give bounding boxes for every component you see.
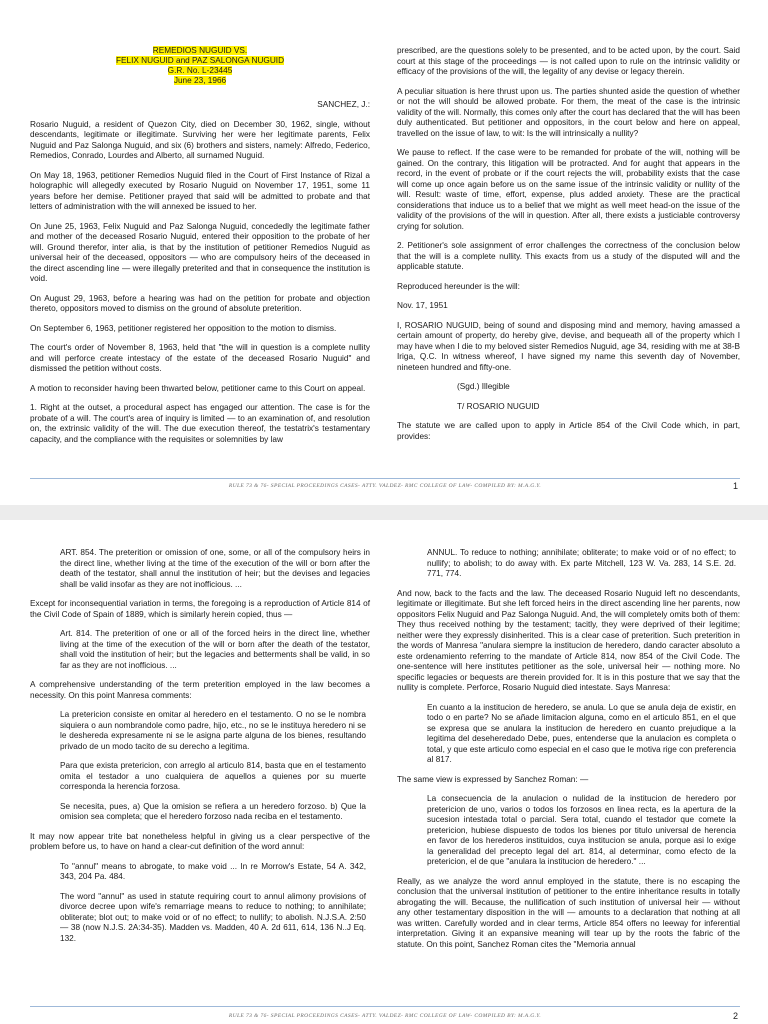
paragraph: The court's order of November 8, 1963, held that "the will in question is a complete nullity and will perforce create intestacy of the estate of the deceased Rosario Nuguid" and dismissed the petition without costs. [30,343,370,373]
case-title-line-1: REMEDIOS NUGUID VS. [152,46,248,55]
paragraph: On September 6, 1963, petitioner registered her opposition to the motion to dismiss. [30,323,337,333]
will-text: I, ROSARIO NUGUID, being of sound and disposing mind and memory, having amassed a certain amount of property, do hereby give, devise, and bequeath all of the property which I may have when I die to my beloved sister Remedios Nuguid, age 34, residing with me at 38-B Iriga, Q.C. In witness whereof, I have signed my name this seventh day of November, nineteen hundred and fifty-one. [397,320,740,372]
case-title-line-2: FELIX NUGUID and PAZ SALONGA NUGUID [115,56,285,65]
definition-quote: To "annul" means to abrogate, to make void ... In re Morrow's Estate, 54 A. 342, 343, 204 Pa. 484. [60,861,366,881]
statute-quote: Art. 814. The preterition of one or all of the forced heirs in the direct line, whether living at the time of the execution of the will or born after the death of the testator, shall void the institution of heir; but the legacies and betterments shall be valid, in so far as they are not inofficious. ... [60,629,370,670]
paragraph: The statute we are called upon to apply in Article 854 of the Civil Code which, in part, provides: [397,421,740,441]
definition-quote: ANNUL. To reduce to nothing; annihilate; obliterate; to make void or of no effect; to nullify; to abolish; to do away with. Ex parte Mitchell, 123 W. Va. 283, 14 S.E. 2d. 771, 774. [427,548,736,578]
case-number: G.R. No. L-23445 [167,66,233,75]
will-date: Nov. 17, 1951 [397,301,448,310]
paragraph: prescribed, are the questions solely to be presented, and to be acted upon, by the court. Said court at this stage of the proceedings — is not called upon to rule on the intrinsic validity or efficacy of the provisions of the will, the legality of any devise or legacy therein. [397,46,740,76]
case-caption [30,46,370,86]
definition-quote: The word "annul" as used in statute requiring court to annul alimony provisions of divorce decree upon wife's remarriage means to reduce to nothing; to annihilate; obliterate; blot out; to make void or of no effect; to nullify; to abolish. N.J.S.A. 2:50 — 38 (now N.J.S. 2A:34-35). Madden vs. Madden, 40 A. 2d 611, 614, 136 N..J Eq. 132. [60,891,366,943]
page-footer: RULE 73 & 76- SPECIAL PROCEEDINGS CASES- ATTY. VALDEZ- RMC COLLEGE OF LAW- COMPILED BY: M.A.G.Y. [228,1013,542,1019]
paragraph: On May 18, 1963, petitioner Remedios Nuguid filed in the Court of First Instance of Rizal a holographic will allegedly executed by Rosario Nuguid on November 17, 1951, some 11 years before her demise. Petitioner prayed that said will be admitted to probate and that letters of administration with the will annexed be issued to her. [30,170,370,211]
footer-rule [30,1006,740,1007]
sanchez-roman-quote: La consecuencia de la anulacion o nulidad de la institucion de heredero por pretericion de uno, varios o todos los forzosos en linea recta, es la apertura de la sucesion intestada total o parcial. Sera total, cuando el testador que comete la pretericion, hubiese dispuesto de todos los bienes por titulo universal de herencia en favor de los herederos instituidos, cuya institucion se anula, porque asi lo exige la generalidad del precepto legal del art. 814, al determinar, como efecto de la pretericion, el de que "anulara la institucion de heredero." ... [427,794,736,866]
paragraph: Rosario Nuguid, a resident of Quezon City, died on December 30, 1962, single, without descendants, legitimate or illegitimate. Surviving her were her legitimate parents, Felix Nuguid and Paz Salonga Nuguid, and six (6) brothers and sisters, namely: Alfredo, Federico, Remedios, Conrado, Lourdes and Alberto, all surnamed Nuguid. [30,119,370,160]
manresa-quote: En cuanto a la institucion de heredero, se anula. Lo que se anula deja de existir, en todo o en parte? No se añade limitacion alguna, como en el articulo 851, en el que se expresa que se anulara la institucion de heredero en cuanto prejudique a la legitima del deseheredado Debe, pues, entenderse que la anulacion es completa o total, y que este articulo como especial en el caso que le motiva rige con preferencia al 817. [427,702,736,764]
paragraph: Except for inconsequential variation in terms, the foregoing is a reproduction of Article 814 of the Civil Code of Spain of 1889, which is similarly herein copied, thus — [30,599,370,619]
manresa-quote: Se necesita, pues, a) Que la omision se refiera a un heredero forzoso. b) Que la omision sea completa; que el heredero forzoso nada reciba en el testamento. [60,801,366,821]
paragraph: We pause to reflect. If the case were to be remanded for probate of the will, nothing will be gained. On the contrary, this litigation will be protracted. And for aught that appears in the record, in the event of probate or if the court rejects the will, probability exists that the case will come up once again before us on the same issue of the intrinsic validity or nullity of the will. Result: waste of time, effort, expense, plus added anxiety. These are the practical considerations that induce us to a belief that we might as well meet head-on the issue of the validity of the provisions of the will in question. After all, there exists a justiciable controversy crying for solution. [397,148,740,231]
manresa-quote: Para que exista pretericion, con arreglo al articulo 814, basta que en el testamento omita el testador a uno cualquiera de aquellos a quienes por su muerte corresponda la herencia forzosa. [60,761,366,791]
manresa-quote: La pretericion consiste en omitar al heredero en el testamento. O no se le nombra siquiera o aun nombrandole como padre, hijo, etc., no se le instituya heredero ni se le deshereda expresamente ni se le asigna parte alguna de los bienes, resultando privado de un modo tacito de su derecho a legitima. [60,710,366,751]
paragraph: A comprehensive understanding of the term preterition employed in the law becomes a necessity. On this point Manresa comments: [30,680,370,700]
case-date: June 23, 1966 [173,76,227,85]
page-2-right-column [397,548,740,959]
page-separator [0,505,768,520]
paragraph: Reproduced hereunder is the will: [397,281,520,291]
will-signatory: T/ ROSARIO NUGUID [457,401,540,411]
paragraph: On June 25, 1963, Felix Nuguid and Paz Salonga Nuguid, concededly the legitimate father and mother of the deceased Rosario Nuguid, entered their opposition to the probate of her will. Ground therefor, inter alia, is that by the institution of petitioner Remedios Nuguid as universal heir of the deceased, oppositors — who are compulsory heirs of the deceased in the direct ascending line — were illegally preterited and that in consequence the institution is void. [30,221,370,283]
page-1-right-column [397,46,740,451]
paragraph: The same view is expressed by Sanchez Roman: — [397,774,589,784]
will-signature: (Sgd.) Illegible [457,382,510,391]
statute-quote: ART. 854. The preterition or omission of one, some, or all of the compulsory heirs in the direct line, whether living at the time of the execution of the will or born after the death of the testator, shall annul the institution of heir; but the devises and legacies shall be valid insofar as they are not inofficious. ... [60,548,370,589]
footer-rule [30,478,740,479]
paragraph: On August 29, 1963, before a hearing was had on the petition for probate and objection thereto, oppositors moved to dismiss on the ground of absolute preterition. [30,293,370,313]
paragraph: A peculiar situation is here thrust upon us. The parties shunted aside the question of whether or not the will should be allowed probate. For them, the meat of the case is the intrinsic validity of the will. Normally, this comes only after the court has declared that the will has been duly authenticated. But petitioner and oppositors, in the court below and here on appeal, travelled on the issue of law, to wit: Is the will intrinsically a nullity? [397,86,740,138]
page-footer: RULE 73 & 76- SPECIAL PROCEEDINGS CASES- ATTY. VALDEZ- RMC COLLEGE OF LAW- COMPILED BY: M.A.G.Y. [228,483,542,489]
ponente: SANCHEZ, J.: [317,100,370,109]
page-number: 1 [733,481,739,491]
paragraph: It may now appear trite bat nonetheless helpful in giving us a clear perspective of the problem before us, to have on hand a clear-cut definition of the word annul: [30,831,370,851]
paragraph: And now, back to the facts and the law. The deceased Rosario Nuguid left no descendants, legitimate or illegitimate. But she left forced heirs in the direct ascending line her parents, now oppositors Felix Nuguid and Paz Salonga Nuguid. And, the will completely omits both of them: They thus received nothing by the testament; tacitly, they were deprived of their legitime; neither were they expressly disinherited. This is a clear case of preterition. Such preterition in the words of Manresa "anulara siempre la institucion de heredero, dando caracter absoluto a este ordenamiento referring to the mandate of Article 814, now 854 of the Civil Code. The one-sentence will here institutes petitioner as the sole, universal heir — nothing more. No specific legacies or bequests are therein provided for. It is in this posture that we say that the nullity is complete. Perforce, Rosario Nuguid died intestate. Says Manresa: [397,588,740,692]
paragraph: 1. Right at the outset, a procedural aspect has engaged our attention. The case is for the probate of a will. The court's area of inquiry is limited — to an examination of, and resolution on, the extrinsic validity of the will. The due execution thereof, the testatrix's testamentary capacity, and the compliance with the requisites or solemnities by law [30,403,370,444]
page-1-left-column [30,46,370,454]
paragraph: 2. Petitioner's sole assignment of error challenges the correctness of the conclusion below that the will is a complete nullity. This exacts from us a study of the disputed will and the applicable statute. [397,241,740,271]
page-number: 2 [733,1011,739,1021]
paragraph: Really, as we analyze the word annul employed in the statute, there is no escaping the conclusion that the universal institution of petitioner to the entire inheritance results in totally abrogating the will. Because, the nullification of such institution of universal heir — without any other testamentary disposition in the will — amounts to a declaration that nothing at all was written. Carefully worded and in clear terms, Article 854 offers no leeway for inferential interpretation. Giving it an expansive meaning will tear up by the roots the fabric of the statute. On this point, Sanchez Roman cites the "Memoria annual [397,876,740,949]
paragraph: A motion to reconsider having been thwarted below, petitioner came to this Court on appeal. [30,383,366,393]
page-2-left-column [30,548,370,953]
